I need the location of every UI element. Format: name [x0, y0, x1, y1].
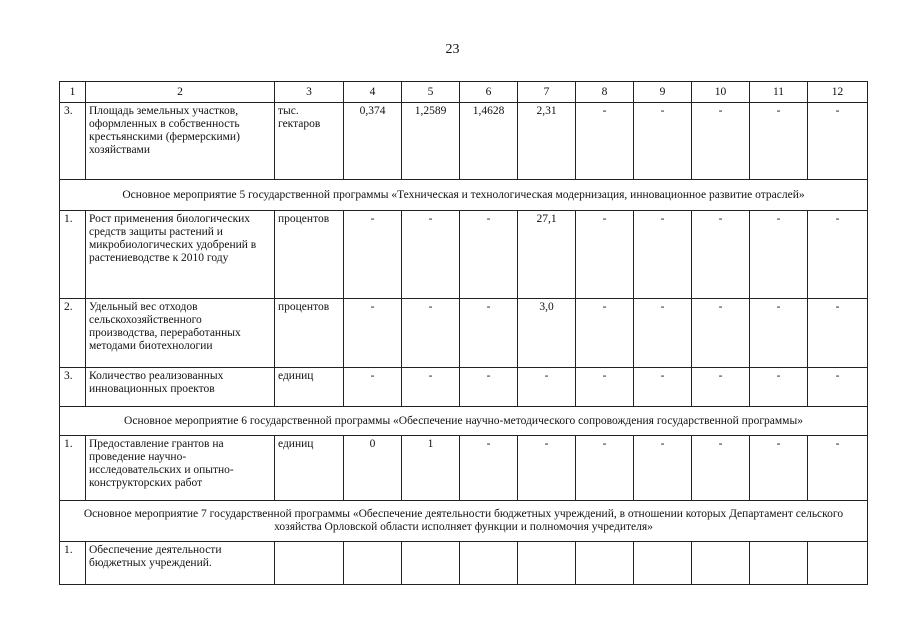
row-number: 3. [60, 368, 86, 407]
value-cell: - [634, 211, 692, 299]
value-cell: - [518, 368, 576, 407]
value-cell: - [692, 436, 750, 501]
value-cell: - [750, 103, 808, 180]
value-cell: 0 [344, 436, 402, 501]
value-cell: - [634, 368, 692, 407]
value-cell [634, 542, 692, 585]
row-number: 2. [60, 299, 86, 368]
table-row [60, 542, 868, 585]
page-number: 23 [445, 42, 460, 57]
table-row [60, 299, 868, 368]
row-number: 3. [60, 103, 86, 180]
value-cell: - [460, 211, 518, 299]
value-cell: - [750, 368, 808, 407]
value-cell: - [692, 211, 750, 299]
value-cell: - [460, 299, 518, 368]
column-header: 8 [576, 82, 634, 103]
value-cell: 2,31 [518, 103, 576, 180]
table-header-row [60, 82, 868, 103]
value-cell: - [750, 436, 808, 501]
column-header: 4 [344, 82, 402, 103]
value-cell [402, 542, 460, 585]
value-cell: - [634, 299, 692, 368]
value-cell: - [576, 299, 634, 368]
section-row [60, 180, 868, 211]
column-header: 6 [460, 82, 518, 103]
section-row [60, 407, 868, 436]
value-cell: - [402, 368, 460, 407]
indicators-table [59, 81, 868, 585]
section-title: Основное мероприятие 5 государственной программы «Техническая и технологическая модернизация, инновационное развитие отраслей» [60, 180, 868, 211]
value-cell: - [576, 368, 634, 407]
value-cell: 1 [402, 436, 460, 501]
value-cell: - [576, 436, 634, 501]
value-cell [692, 542, 750, 585]
indicator-name: Площадь земельных участков, оформленных в собственность крестьянскими (фермерскими) хозяйствами [86, 103, 275, 180]
value-cell: - [634, 436, 692, 501]
unit-cell: единиц [275, 436, 344, 501]
column-header: 2 [86, 82, 275, 103]
section-row [60, 501, 868, 542]
column-header: 12 [808, 82, 868, 103]
column-header: 11 [750, 82, 808, 103]
column-header: 5 [402, 82, 460, 103]
value-cell [576, 542, 634, 585]
value-cell: - [692, 368, 750, 407]
value-cell: - [692, 103, 750, 180]
unit-cell [275, 542, 344, 585]
value-cell: - [460, 436, 518, 501]
value-cell: - [808, 436, 868, 501]
table-row [60, 436, 868, 501]
indicator-name: Предоставление грантов на проведение научно-исследовательских и опытно-конструкторских работ [86, 436, 275, 501]
value-cell: - [634, 103, 692, 180]
column-header: 3 [275, 82, 344, 103]
value-cell: - [576, 211, 634, 299]
value-cell: 1,2589 [402, 103, 460, 180]
table-row [60, 211, 868, 299]
value-cell: 0,374 [344, 103, 402, 180]
table-row [60, 103, 868, 180]
indicator-name: Количество реализованных инновационных проектов [86, 368, 275, 407]
value-cell: - [344, 299, 402, 368]
value-cell: - [692, 299, 750, 368]
value-cell [750, 542, 808, 585]
unit-cell: процентов [275, 211, 344, 299]
value-cell: - [402, 299, 460, 368]
value-cell: - [402, 211, 460, 299]
indicator-name: Удельный вес отходов сельскохозяйственного производства, переработанных методами биотехнологии [86, 299, 275, 368]
section-title: Основное мероприятие 6 государственной программы «Обеспечение научно-методического сопровождения государственной программы» [60, 407, 868, 436]
unit-cell: единиц [275, 368, 344, 407]
indicator-name: Рост применения биологических средств защиты растений и микробиологических удобрений в растениеводстве к 2010 году [86, 211, 275, 299]
value-cell: - [808, 211, 868, 299]
value-cell [808, 542, 868, 585]
value-cell: - [576, 103, 634, 180]
value-cell: - [344, 211, 402, 299]
value-cell: - [808, 103, 868, 180]
value-cell: 3,0 [518, 299, 576, 368]
column-header: 1 [60, 82, 86, 103]
section-title: Основное мероприятие 7 государственной программы «Обеспечение деятельности бюджетных учреждений, в отношении которых Департамент сельского хозяйства Орловской области исполняет функции и полномочия учредителя» [60, 501, 868, 542]
value-cell: - [518, 436, 576, 501]
value-cell: - [750, 299, 808, 368]
row-number: 1. [60, 542, 86, 585]
value-cell: - [808, 299, 868, 368]
value-cell: - [344, 368, 402, 407]
value-cell: 27,1 [518, 211, 576, 299]
value-cell [518, 542, 576, 585]
column-header: 10 [692, 82, 750, 103]
value-cell: - [750, 211, 808, 299]
value-cell: - [808, 368, 868, 407]
column-header: 7 [518, 82, 576, 103]
indicator-name: Обеспечение деятельности бюджетных учреждений. [86, 542, 275, 585]
column-header: 9 [634, 82, 692, 103]
value-cell [344, 542, 402, 585]
row-number: 1. [60, 436, 86, 501]
row-number: 1. [60, 211, 86, 299]
value-cell: 1,4628 [460, 103, 518, 180]
value-cell [460, 542, 518, 585]
unit-cell: тыс. гектаров [275, 103, 344, 180]
table-row [60, 368, 868, 407]
value-cell: - [460, 368, 518, 407]
unit-cell: процентов [275, 299, 344, 368]
